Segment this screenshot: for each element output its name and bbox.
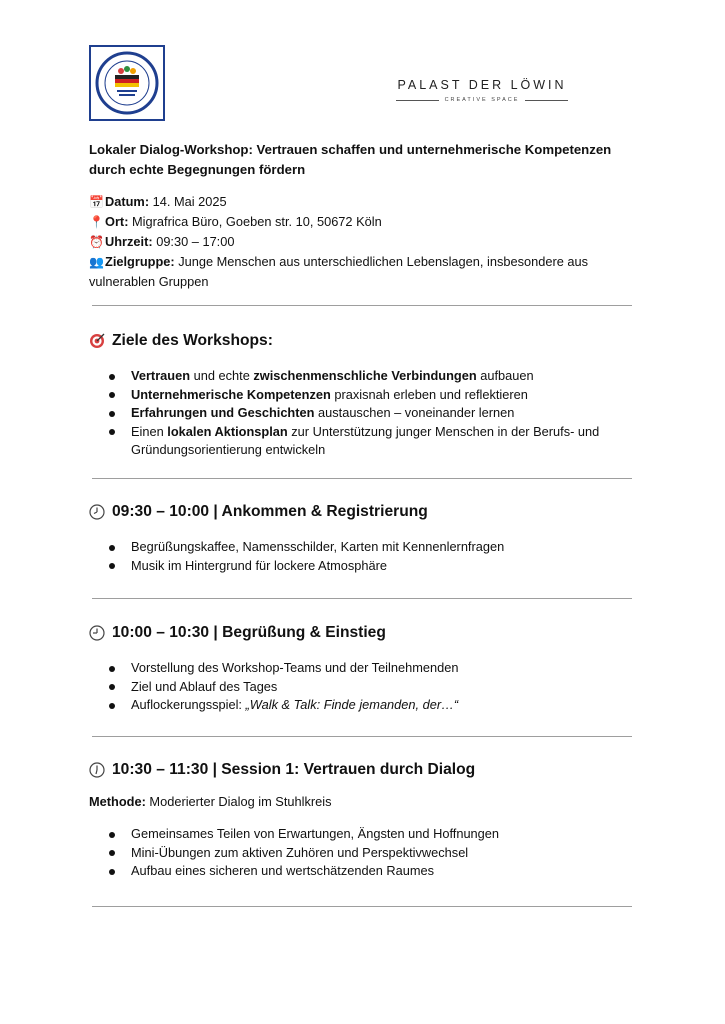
agenda-session1-heading-text: 10:30 – 11:30 | Session 1: Vertrauen durch Dialog xyxy=(112,761,476,778)
method-label: Methode: xyxy=(89,794,146,809)
brand-subtitle: CREATIVE SPACE xyxy=(444,97,520,103)
target-icon xyxy=(89,333,105,349)
list-item: Ziel und Ablauf des Tages xyxy=(89,678,637,697)
clock-icon xyxy=(89,762,105,778)
list-item: Aufbau eines sicheren und wertschätzenden Raumes xyxy=(89,862,637,881)
info-time: ⏰Uhrzeit: 09:30 – 17:00 xyxy=(89,232,637,252)
info-date: 📅Datum: 14. Mai 2025 xyxy=(89,192,637,212)
agenda-welcome-list xyxy=(89,659,637,715)
brand-rule-left xyxy=(396,100,439,101)
list-item: Musik im Hintergrund für lockere Atmosphäre xyxy=(89,557,637,576)
agenda-arrival-heading-text: 09:30 – 10:00 | Ankommen & Registrierung xyxy=(112,503,428,520)
agenda-arrival-list xyxy=(89,538,637,575)
people-icon: 👥 xyxy=(89,255,104,269)
divider xyxy=(92,736,632,737)
agenda-arrival-section xyxy=(89,500,637,575)
agenda-session1-heading xyxy=(89,758,637,782)
goals-heading xyxy=(89,329,637,353)
seal-icon xyxy=(91,47,163,119)
pin-icon: 📍 xyxy=(89,215,104,229)
divider xyxy=(92,906,632,907)
divider xyxy=(92,478,632,479)
page-title: Lokaler Dialog-Workshop: Vertrauen schaffen und unternehmerische Kompetenzen durch echte Begegnungen fördern xyxy=(89,142,612,177)
list-item: Auflockerungsspiel: „Walk & Talk: Finde jemanden, der…“ xyxy=(89,696,637,715)
session1-method xyxy=(89,792,637,811)
list-item: Mini-Übungen zum aktiven Zuhören und Perspektivwechsel xyxy=(89,844,637,863)
agenda-welcome-section xyxy=(89,621,637,715)
list-item: Einen lokalen Aktionsplan zur Unterstützung junger Menschen in der Berufs- und Gründungsorientierung entwickeln xyxy=(89,423,637,460)
event-overview xyxy=(89,140,637,291)
divider xyxy=(92,598,632,599)
list-item: Vertrauen und echte zwischenmenschliche Verbindungen aufbauen xyxy=(89,367,637,386)
list-item: Erfahrungen und Geschichten austauschen – voneinander lernen xyxy=(89,404,637,423)
agenda-session1-section xyxy=(89,758,637,881)
alarm-clock-icon: ⏰ xyxy=(89,235,104,249)
agenda-welcome-heading xyxy=(89,621,637,645)
agenda-session1-list xyxy=(89,825,637,881)
method-value: Moderierter Dialog im Stuhlkreis xyxy=(145,794,332,809)
goals-heading-text: Ziele des Workshops: xyxy=(112,332,273,349)
divider xyxy=(92,305,632,306)
brand-name: PALAST DER LÖWIN xyxy=(397,78,567,92)
agenda-arrival-heading xyxy=(89,500,637,524)
goals-section xyxy=(89,329,637,460)
list-item: Vorstellung des Workshop-Teams und der Teilnehmenden xyxy=(89,659,637,678)
organization-logo xyxy=(89,45,165,121)
clock-icon xyxy=(89,625,105,641)
info-location: 📍Ort: Migrafrica Büro, Goeben str. 10, 50672 Köln xyxy=(89,212,637,232)
agenda-welcome-heading-text: 10:00 – 10:30 | Begrüßung & Einstieg xyxy=(112,624,386,641)
list-item: Begrüßungskaffee, Namensschilder, Karten mit Kennenlernfragen xyxy=(89,538,637,557)
list-item: Gemeinsames Teilen von Erwartungen, Ängsten und Hoffnungen xyxy=(89,825,637,844)
goals-list xyxy=(89,367,637,460)
brand-rule-right xyxy=(525,100,568,101)
calendar-icon: 📅 xyxy=(89,195,104,209)
list-item: Unternehmerische Kompetenzen praxisnah erleben und reflektieren xyxy=(89,386,637,405)
clock-icon xyxy=(89,504,105,520)
brand-wordmark xyxy=(396,78,568,103)
info-audience: 👥Zielgruppe: Junge Menschen aus unterschiedlichen Lebenslagen, insbesondere aus vulnerablen Gruppen xyxy=(89,254,589,289)
